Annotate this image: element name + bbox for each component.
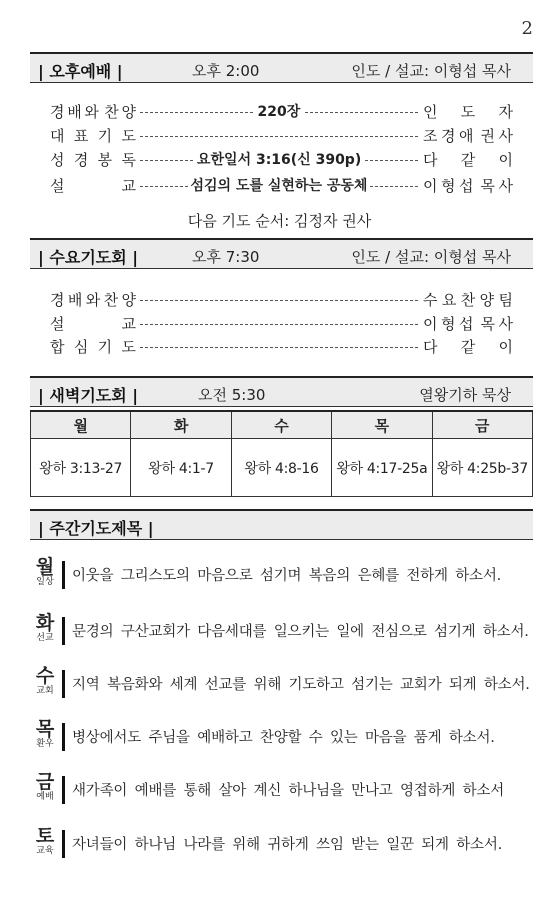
order-person [423, 149, 513, 170]
char: 교 [121, 315, 136, 333]
order-label [50, 313, 136, 334]
prayer-item [32, 772, 532, 812]
char: 요 [441, 291, 457, 309]
wednesday-service-time: 오후 7:30 [192, 248, 260, 266]
day-header: 화 [131, 411, 231, 439]
prayer-topic: 예배 [36, 792, 54, 802]
divider-bar [62, 670, 65, 698]
prayer-day [32, 772, 58, 803]
page-number: 2 [521, 18, 533, 39]
afternoon-service-leader: 인도 / 설교: 이형섭 목사 [351, 62, 511, 80]
dawn-schedule-table [30, 410, 533, 497]
char: 양 [121, 103, 136, 121]
leader-dots [140, 347, 418, 348]
order-person [423, 336, 513, 357]
char: 사 [498, 315, 513, 333]
dawn-service-title: | 새벽기도회 | [38, 386, 139, 405]
order-content: 섬김의 도를 실현하는 공동체 [188, 175, 371, 195]
char: 설 [50, 177, 65, 195]
char: 와 [85, 291, 101, 309]
char: 도 [121, 127, 136, 145]
prayer-day [32, 826, 58, 857]
day-header: 월 [31, 411, 131, 439]
order-person [423, 313, 513, 334]
prayer-day-label: 토 [35, 825, 55, 847]
char: 다 [423, 151, 438, 169]
order-content: 요한일서 3:16(신 390p) [194, 149, 364, 169]
dawn-service-note: 열왕기하 묵상 [419, 386, 511, 404]
order-row [50, 313, 513, 335]
char: 합 [50, 338, 65, 356]
divider-bar [62, 776, 65, 804]
char: 찬 [103, 291, 119, 309]
day-header: 수 [231, 411, 331, 439]
afternoon-service-time: 오후 2:00 [192, 62, 260, 80]
char: 대 [50, 127, 65, 145]
prayer-text: 문경의 구산교회가 다음세대를 일으키는 일에 전심으로 섬기게 하소서. [72, 624, 529, 640]
char: 봉 [97, 151, 113, 169]
char: 섭 [459, 177, 474, 195]
prayer-item [32, 666, 532, 706]
wednesday-service-header [30, 238, 533, 269]
afternoon-service-header [30, 52, 533, 83]
char: 도 [121, 338, 136, 356]
char: 이 [498, 338, 513, 356]
prayer-item [32, 613, 532, 653]
char: 인 [423, 103, 438, 121]
char: 찬 [104, 103, 119, 121]
char: 권 [480, 127, 495, 145]
order-label [50, 149, 136, 170]
prayer-topic: 선교 [36, 633, 54, 643]
passage-cell: 왕하 4:17-25a [332, 439, 432, 497]
prayer-day-label: 수 [35, 665, 55, 687]
order-label [50, 125, 136, 146]
char: 경 [441, 127, 456, 145]
divider-bar [62, 723, 65, 751]
char: 이 [423, 315, 438, 333]
order-label [50, 175, 136, 196]
order-row [50, 101, 513, 123]
prayer-day-label: 목 [35, 718, 55, 740]
day-header: 목 [332, 411, 432, 439]
char: 자 [498, 103, 513, 121]
divider-bar [62, 830, 65, 858]
order-person [423, 289, 513, 310]
dawn-service-header [30, 376, 533, 407]
prayer-day [32, 666, 58, 697]
char: 배 [67, 291, 83, 309]
leader-dots [140, 324, 418, 325]
order-person [423, 175, 513, 196]
char: 같 [460, 338, 476, 356]
char: 형 [441, 177, 456, 195]
char: 경 [50, 103, 65, 121]
char: 팀 [498, 291, 513, 309]
order-row [50, 336, 513, 358]
dawn-service-time: 오전 5:30 [198, 386, 266, 404]
order-person [423, 101, 513, 122]
prayer-day [32, 613, 58, 644]
prayer-text: 병상에서도 주님을 예배하고 찬양할 수 있는 마음을 품게 하소서. [72, 730, 495, 746]
weekly-prayer-title: | 주간기도제목 | [38, 519, 154, 538]
prayer-day-label: 월 [35, 556, 55, 578]
char: 수 [423, 291, 438, 309]
divider-bar [62, 561, 65, 589]
prayer-topic: 교육 [36, 846, 54, 856]
order-person [423, 125, 513, 146]
char: 독 [121, 151, 136, 169]
wednesday-service-title: | 수요기도회 | [38, 248, 139, 267]
prayer-item [32, 826, 532, 866]
char: 기 [97, 127, 113, 145]
char: 형 [441, 315, 456, 333]
char: 애 [459, 127, 474, 145]
char: 이 [498, 151, 513, 169]
leader-dots [140, 300, 418, 301]
next-prayer-notice: 다음 기도 순서: 김정자 권사 [187, 212, 372, 230]
order-label [50, 289, 136, 310]
passage-cell: 왕하 4:1-7 [131, 439, 231, 497]
char: 목 [480, 315, 495, 333]
order-content: 220장 [255, 101, 304, 121]
char: 배 [67, 103, 82, 121]
order-label [50, 101, 136, 122]
char: 찬 [460, 291, 476, 309]
char: 조 [423, 127, 438, 145]
char: 같 [460, 151, 476, 169]
prayer-day [32, 557, 58, 588]
prayer-text: 이웃을 그리스도의 마음으로 섬기며 복음의 은혜를 전하게 하소서. [72, 568, 502, 584]
char: 사 [498, 127, 513, 145]
prayer-topic: 일상 [36, 577, 54, 587]
char: 이 [423, 177, 438, 195]
order-row [50, 149, 513, 171]
order-label [50, 336, 136, 357]
char: 양 [121, 291, 136, 309]
prayer-day [32, 719, 58, 750]
char: 사 [498, 177, 513, 195]
char: 와 [84, 103, 99, 121]
prayer-text: 지역 복음화와 세계 선교를 위해 기도하고 섬기는 교회가 되게 하소서. [72, 677, 530, 693]
prayer-item [32, 719, 532, 759]
leader-dots [140, 136, 418, 137]
order-row [50, 125, 513, 147]
prayer-day-label: 화 [35, 612, 55, 634]
char: 도 [460, 103, 476, 121]
char: 경 [50, 291, 65, 309]
prayer-day-label: 금 [35, 771, 55, 793]
passage-cell: 왕하 4:25b-37 [432, 439, 532, 497]
char: 기 [97, 338, 113, 356]
char: 표 [73, 127, 89, 145]
char: 양 [479, 291, 495, 309]
passage-cell: 왕하 4:8-16 [231, 439, 331, 497]
char: 심 [73, 338, 89, 356]
char: 교 [121, 177, 136, 195]
weekly-prayer-header [30, 509, 533, 540]
char: 경 [73, 151, 89, 169]
char: 다 [423, 338, 438, 356]
prayer-text: 자녀들이 하나님 나라를 위해 귀하게 쓰임 받는 일꾼 되게 하소서. [72, 837, 503, 853]
passage-cell: 왕하 3:13-27 [31, 439, 131, 497]
prayer-topic: 교회 [36, 686, 54, 696]
char: 설 [50, 315, 65, 333]
order-row [50, 175, 513, 197]
char: 섭 [459, 315, 474, 333]
char: 목 [480, 177, 495, 195]
order-row [50, 289, 513, 311]
wednesday-service-leader: 인도 / 설교: 이형섭 목사 [351, 248, 511, 266]
prayer-text: 새가족이 예배를 통해 살아 계신 하나님을 만나고 영접하게 하소서 [72, 783, 505, 799]
afternoon-service-title: | 오후예배 | [38, 62, 123, 81]
day-header: 금 [432, 411, 532, 439]
char: 성 [50, 151, 65, 169]
prayer-topic: 환우 [36, 739, 54, 749]
divider-bar [62, 617, 65, 645]
prayer-item [32, 557, 532, 597]
